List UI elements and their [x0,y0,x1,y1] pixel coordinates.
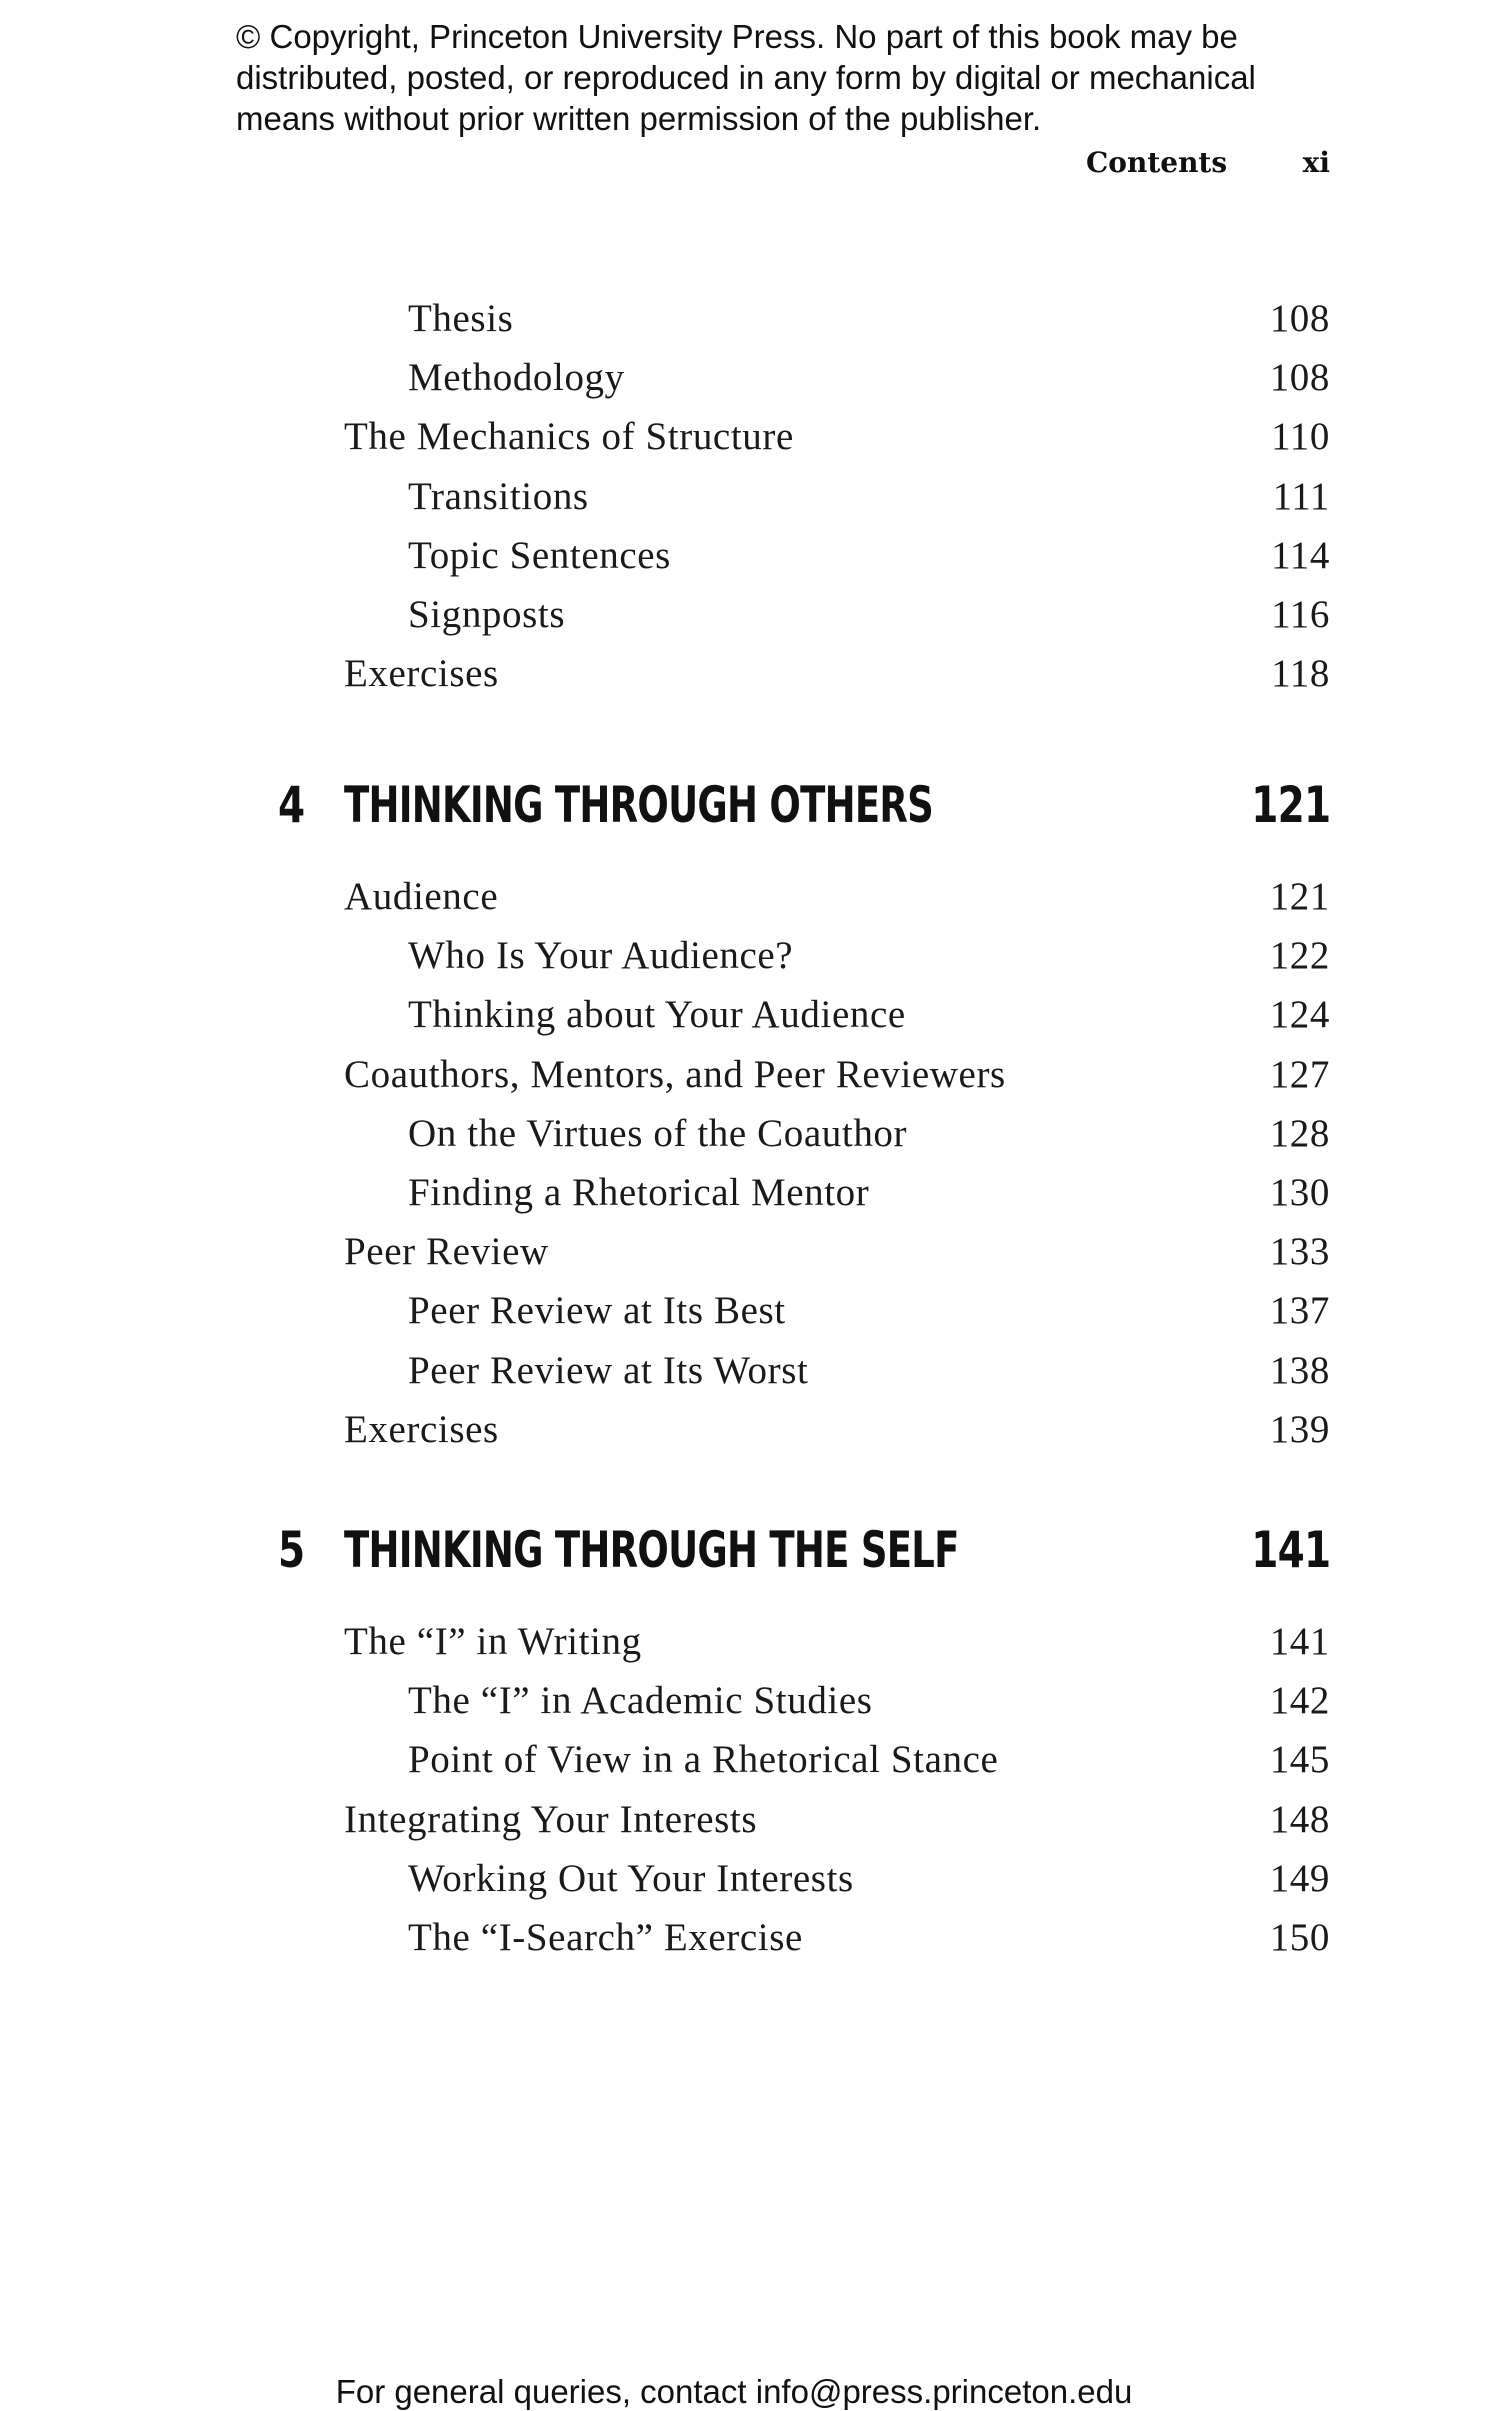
toc-entry-page-number: 111 [1272,475,1330,518]
toc-entry-page-number: 121 [1269,875,1330,918]
toc-entry [0,1052,1330,1102]
toc-entry-title: The Mechanics of Structure [344,415,794,458]
toc-entry-title: Transitions [408,475,589,518]
toc-entry-page-number: 133 [1269,1230,1330,1273]
toc-entry-page-number: 145 [1269,1738,1330,1781]
toc-entry-page-number: 122 [1269,934,1330,977]
toc-entry-title: Who Is Your Audience? [408,934,794,977]
toc-subentry [0,474,1330,524]
toc-entry-title: Peer Review at Its Worst [408,1349,809,1392]
chapter-page-number: 121 [1250,776,1330,834]
chapter-title: THINKING THROUGH OTHERS [344,776,934,834]
toc-entry-title: Signposts [408,593,566,636]
toc-entry-title: Exercises [344,1408,499,1451]
toc-subentry [0,1348,1330,1398]
toc-entry-page-number: 141 [1269,1620,1330,1663]
toc-entry-page-number: 110 [1271,415,1330,458]
toc-entry-page-number: 127 [1269,1053,1330,1096]
toc-entry-page-number: 108 [1269,356,1330,399]
toc-entry-page-number: 116 [1271,593,1330,636]
footer [0,2373,1500,2411]
toc-entry-title: Peer Review [344,1230,549,1273]
toc-entry [0,414,1330,464]
toc-entry [0,1619,1330,1669]
toc-subentry [0,992,1330,1042]
toc-entry [0,1229,1330,1279]
toc-entry-title: Coauthors, Mentors, and Peer Reviewers [344,1053,1006,1096]
toc-entry-title: Methodology [408,356,625,399]
toc-entry-page-number: 118 [1271,652,1330,695]
running-head-label: Contents [1086,146,1228,179]
toc-entry-title: Thinking about Your Audience [408,993,906,1036]
toc-entry-title: Exercises [344,652,499,695]
toc-entry-title: Point of View in a Rhetorical Stance [408,1738,999,1781]
toc-entry [0,651,1330,701]
chapter-page-number: 141 [1250,1521,1330,1579]
toc-entry-title: Audience [344,875,499,918]
toc-entry [0,874,1330,924]
toc-subentry [0,933,1330,983]
toc-entry-page-number: 114 [1271,534,1330,577]
toc-subentry [0,1111,1330,1161]
toc-entry-page-number: 108 [1269,297,1330,340]
toc-subentry [0,592,1330,642]
toc-entry-title: On the Virtues of the Coauthor [408,1112,908,1155]
toc-entry-page-number: 150 [1269,1916,1330,1959]
running-head-page-number: xi [1302,146,1330,179]
toc-entry-title: The “I” in Writing [344,1620,642,1663]
toc-entry-title: The “I” in Academic Studies [408,1679,873,1722]
toc-entry-title: Peer Review at Its Best [408,1289,786,1332]
toc-entry-title: Working Out Your Interests [408,1857,854,1900]
toc-entry-title: The “I-Search” Exercise [408,1916,803,1959]
toc-entry-page-number: 128 [1269,1112,1330,1155]
toc-entry-page-number: 138 [1269,1349,1330,1392]
toc-entry-page-number: 142 [1269,1679,1330,1722]
toc-entry-title: Thesis [408,297,514,340]
toc-entry-page-number: 130 [1269,1171,1330,1214]
chapter-heading [0,1521,1330,1591]
toc-subentry [0,1915,1330,1965]
toc-entry-title: Topic Sentences [408,534,671,577]
chapter-number: 4 [278,776,305,834]
toc-subentry [0,355,1330,405]
toc-entry [0,1797,1330,1847]
chapter-title: THINKING THROUGH THE SELF [344,1521,959,1579]
toc-entry-page-number: 149 [1269,1857,1330,1900]
copyright-line: distributed, posted, or reproduced in any form by digital or mechanical [236,59,1256,96]
toc-subentry [0,296,1330,346]
toc-entry [0,1407,1330,1457]
toc-entry-page-number: 137 [1269,1289,1330,1332]
chapter-heading [0,776,1330,846]
toc-entry-page-number: 124 [1269,993,1330,1036]
toc-entry-title: Integrating Your Interests [344,1798,758,1841]
toc-entry-page-number: 148 [1269,1798,1330,1841]
chapter-number: 5 [278,1521,305,1579]
footer-contact: For general queries, contact info@press.princeton.edu [335,2373,1133,2410]
toc-entry-title: Finding a Rhetorical Mentor [408,1171,870,1214]
toc-entry-page-number: 139 [1269,1408,1330,1451]
toc-subentry [0,1288,1330,1338]
copyright-line: means without prior written permission of the publisher. [236,100,1042,137]
toc-subentry [0,1170,1330,1220]
toc-subentry [0,533,1330,583]
toc-subentry [0,1737,1330,1787]
toc-subentry [0,1856,1330,1906]
toc-subentry [0,1678,1330,1728]
copyright-line: © Copyright, Princeton University Press. No part of this book may be [236,18,1238,55]
